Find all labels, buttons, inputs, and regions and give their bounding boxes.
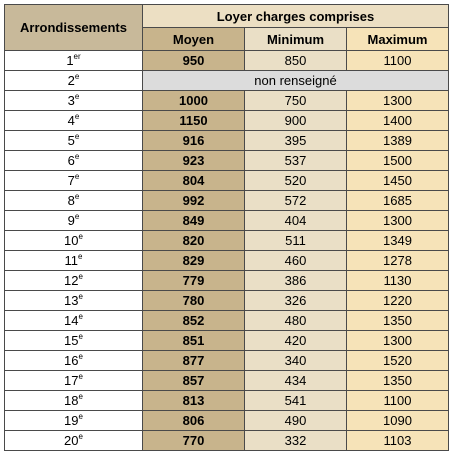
table-row xyxy=(5,231,449,251)
arrondissement-cell xyxy=(5,251,143,271)
arrondissement-suffix: e xyxy=(74,151,80,161)
maximum-cell: 1350 xyxy=(347,371,449,391)
minimum-cell: 434 xyxy=(245,371,347,391)
header-minimum: Minimum xyxy=(245,28,347,51)
minimum-cell: 480 xyxy=(245,311,347,331)
table-row xyxy=(5,271,449,291)
arrondissement-cell xyxy=(5,51,143,71)
arrondissement-cell xyxy=(5,331,143,351)
table-header xyxy=(5,5,449,51)
arrondissement-suffix: e xyxy=(74,91,80,101)
moyen-cell: 851 xyxy=(143,331,245,351)
arrondissement-number: 19 xyxy=(64,413,79,428)
moyen-cell: 770 xyxy=(143,431,245,451)
moyen-cell: 849 xyxy=(143,211,245,231)
header-moyen: Moyen xyxy=(143,28,245,51)
moyen-cell: 857 xyxy=(143,371,245,391)
arrondissement-number: 15 xyxy=(64,333,79,348)
arrondissement-suffix: e xyxy=(74,71,80,81)
arrondissement-number: 18 xyxy=(64,393,79,408)
table-row xyxy=(5,91,449,111)
arrondissement-suffix: e xyxy=(78,231,83,241)
moyen-cell: 852 xyxy=(143,311,245,331)
arrondissement-cell xyxy=(5,411,143,431)
arrondissement-cell xyxy=(5,391,143,411)
arrondissement-cell xyxy=(5,71,143,91)
table-row xyxy=(5,291,449,311)
arrondissement-number: 7 xyxy=(67,173,75,188)
arrondissement-suffix: er xyxy=(73,51,81,61)
minimum-cell: 326 xyxy=(245,291,347,311)
arrondissement-cell xyxy=(5,431,143,451)
arrondissement-number: 8 xyxy=(67,193,75,208)
arrondissement-cell xyxy=(5,151,143,171)
arrondissement-cell xyxy=(5,171,143,191)
arrondissement-cell xyxy=(5,211,143,231)
table-row xyxy=(5,431,449,451)
minimum-cell: 395 xyxy=(245,131,347,151)
minimum-cell: 900 xyxy=(245,111,347,131)
moyen-cell: 813 xyxy=(143,391,245,411)
maximum-cell: 1520 xyxy=(347,351,449,371)
moyen-cell: 829 xyxy=(143,251,245,271)
table-row xyxy=(5,131,449,151)
arrondissement-number: 14 xyxy=(64,313,79,328)
moyen-cell: 806 xyxy=(143,411,245,431)
rent-table xyxy=(4,4,449,451)
minimum-cell: 490 xyxy=(245,411,347,431)
table-row xyxy=(5,171,449,191)
header-arrondissements: Arrondissements xyxy=(5,5,143,51)
minimum-cell: 511 xyxy=(245,231,347,251)
arrondissement-number: 6 xyxy=(67,153,75,168)
moyen-cell: 1150 xyxy=(143,111,245,131)
arrondissement-suffix: e xyxy=(78,271,83,281)
moyen-cell: 923 xyxy=(143,151,245,171)
arrondissement-suffix: e xyxy=(78,251,83,261)
maximum-cell: 1685 xyxy=(347,191,449,211)
arrondissement-suffix: e xyxy=(78,431,83,441)
maximum-cell: 1130 xyxy=(347,271,449,291)
table-row xyxy=(5,51,449,71)
maximum-cell: 1300 xyxy=(347,91,449,111)
arrondissement-suffix: e xyxy=(74,131,80,141)
moyen-cell: 1000 xyxy=(143,91,245,111)
table-row xyxy=(5,151,449,171)
maximum-cell: 1103 xyxy=(347,431,449,451)
table-row xyxy=(5,71,449,91)
moyen-cell: 916 xyxy=(143,131,245,151)
arrondissement-suffix: e xyxy=(78,311,83,321)
maximum-cell: 1100 xyxy=(347,391,449,411)
moyen-cell: 779 xyxy=(143,271,245,291)
minimum-cell: 332 xyxy=(245,431,347,451)
minimum-cell: 460 xyxy=(245,251,347,271)
table-row xyxy=(5,411,449,431)
arrondissement-suffix: e xyxy=(78,291,83,301)
moyen-cell: 992 xyxy=(143,191,245,211)
table-row xyxy=(5,251,449,271)
arrondissement-suffix: e xyxy=(74,191,80,201)
table-row xyxy=(5,391,449,411)
arrondissement-number: 5 xyxy=(67,133,75,148)
arrondissement-number: 10 xyxy=(64,233,79,248)
arrondissement-cell xyxy=(5,351,143,371)
arrondissement-suffix: e xyxy=(74,111,80,121)
header-row-top xyxy=(5,5,449,28)
maximum-cell: 1450 xyxy=(347,171,449,191)
table-row xyxy=(5,191,449,211)
maximum-cell: 1220 xyxy=(347,291,449,311)
minimum-cell: 572 xyxy=(245,191,347,211)
table-row xyxy=(5,211,449,231)
minimum-cell: 386 xyxy=(245,271,347,291)
arrondissement-cell xyxy=(5,131,143,151)
arrondissement-number: 2 xyxy=(67,73,75,88)
minimum-cell: 850 xyxy=(245,51,347,71)
maximum-cell: 1300 xyxy=(347,331,449,351)
table-row xyxy=(5,351,449,371)
arrondissement-suffix: e xyxy=(78,391,83,401)
minimum-cell: 404 xyxy=(245,211,347,231)
arrondissement-number: 13 xyxy=(64,293,79,308)
maximum-cell: 1400 xyxy=(347,111,449,131)
minimum-cell: 520 xyxy=(245,171,347,191)
arrondissement-suffix: e xyxy=(74,211,80,221)
arrondissement-suffix: e xyxy=(78,411,83,421)
minimum-cell: 750 xyxy=(245,91,347,111)
not-provided-cell: non renseigné xyxy=(143,71,449,91)
arrondissement-number: 17 xyxy=(64,373,79,388)
table-body xyxy=(5,51,449,451)
header-maximum: Maximum xyxy=(347,28,449,51)
table-row xyxy=(5,111,449,131)
moyen-cell: 950 xyxy=(143,51,245,71)
arrondissement-number: 3 xyxy=(67,93,75,108)
arrondissement-suffix: e xyxy=(74,171,80,181)
arrondissement-suffix: e xyxy=(78,331,83,341)
arrondissement-cell xyxy=(5,371,143,391)
arrondissement-cell xyxy=(5,91,143,111)
arrondissement-cell xyxy=(5,271,143,291)
moyen-cell: 820 xyxy=(143,231,245,251)
moyen-cell: 877 xyxy=(143,351,245,371)
arrondissement-cell xyxy=(5,111,143,131)
arrondissement-cell xyxy=(5,231,143,251)
arrondissement-cell xyxy=(5,311,143,331)
table-row xyxy=(5,311,449,331)
table-row xyxy=(5,331,449,351)
arrondissement-cell xyxy=(5,191,143,211)
maximum-cell: 1300 xyxy=(347,211,449,231)
maximum-cell: 1349 xyxy=(347,231,449,251)
arrondissement-number: 1 xyxy=(66,53,74,68)
minimum-cell: 340 xyxy=(245,351,347,371)
arrondissement-number: 12 xyxy=(64,273,79,288)
arrondissement-number: 16 xyxy=(64,353,79,368)
moyen-cell: 780 xyxy=(143,291,245,311)
minimum-cell: 537 xyxy=(245,151,347,171)
arrondissement-suffix: e xyxy=(78,371,83,381)
header-loyer-group: Loyer charges comprises xyxy=(143,5,449,28)
maximum-cell: 1500 xyxy=(347,151,449,171)
arrondissement-suffix: e xyxy=(78,351,83,361)
arrondissement-number: 11 xyxy=(64,253,79,268)
table-row xyxy=(5,371,449,391)
maximum-cell: 1090 xyxy=(347,411,449,431)
maximum-cell: 1389 xyxy=(347,131,449,151)
minimum-cell: 420 xyxy=(245,331,347,351)
moyen-cell: 804 xyxy=(143,171,245,191)
maximum-cell: 1100 xyxy=(347,51,449,71)
minimum-cell: 541 xyxy=(245,391,347,411)
arrondissement-cell xyxy=(5,291,143,311)
arrondissement-number: 20 xyxy=(64,433,79,448)
arrondissement-number: 9 xyxy=(67,213,75,228)
maximum-cell: 1350 xyxy=(347,311,449,331)
maximum-cell: 1278 xyxy=(347,251,449,271)
arrondissement-number: 4 xyxy=(67,113,75,128)
